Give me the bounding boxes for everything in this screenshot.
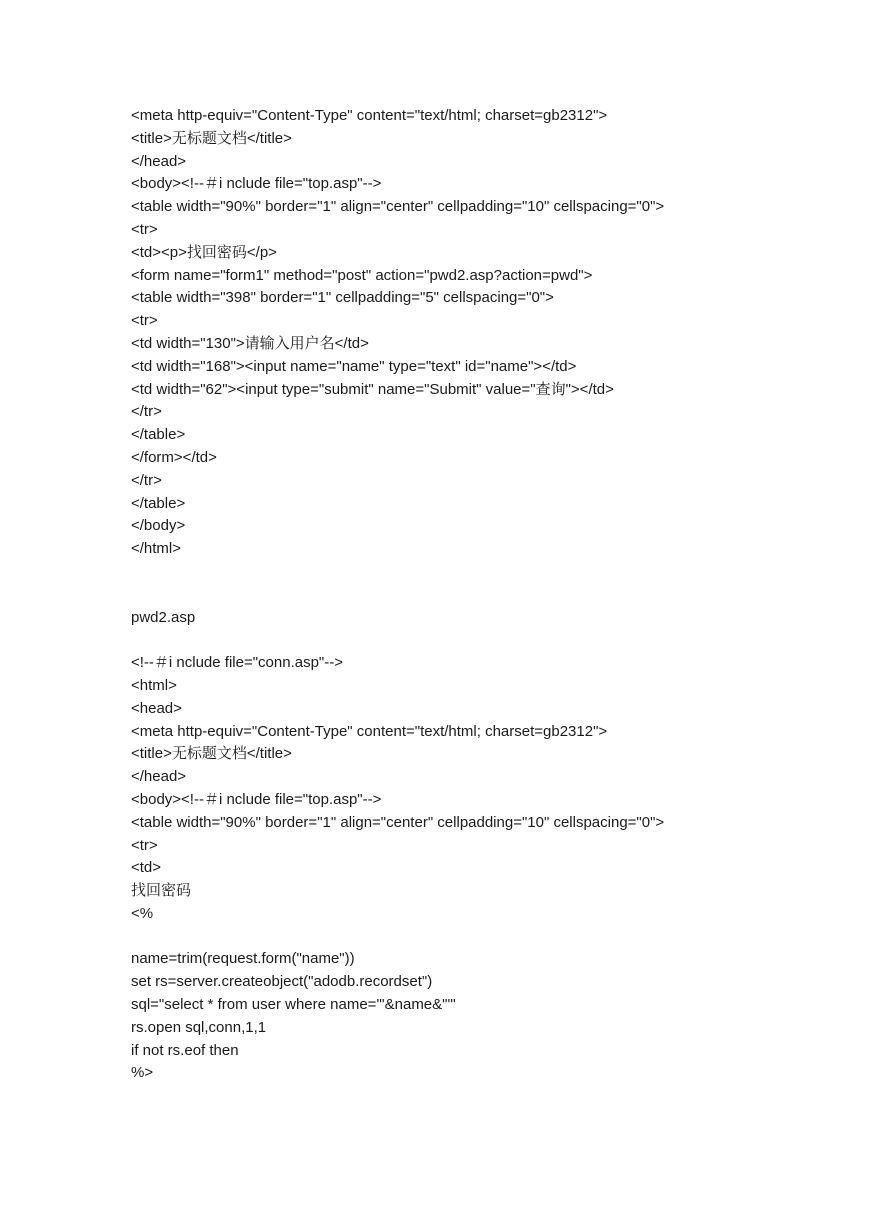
code-line: <table width="398" border="1" cellpadding="5" cellspacing="0"> <box>131 289 554 307</box>
code-line: <% <box>131 904 154 922</box>
code-line: <td> <box>131 859 162 877</box>
code-block-2 <box>131 652 831 926</box>
file-heading: pwd2.asp <box>131 608 196 626</box>
code-line: </body> <box>131 517 186 535</box>
spacer <box>131 629 831 652</box>
code-block-1 <box>131 105 831 561</box>
code-line: <meta http-equiv="Content-Type" content="text/html; charset=gb2312"> <box>131 107 608 124</box>
code-line: 找回密码 <box>131 882 192 900</box>
code-line: </tr> <box>131 403 162 421</box>
code-line: <title>无标题文档</title> <box>131 129 292 147</box>
code-line: <td><p>找回密码</p> <box>131 243 277 261</box>
code-line: set rs=server.createobject("adodb.recordset") <box>131 973 433 991</box>
code-line: <form name="form1" method="post" action="pwd2.asp?action=pwd"> <box>131 266 593 284</box>
code-line: </tr> <box>131 471 162 489</box>
code-line: name=trim(request.form("name")) <box>131 950 355 968</box>
code-line: <table width="90%" border="1" align="center" cellpadding="10" cellspacing="0"> <box>131 813 665 831</box>
code-line: <td width="130">请输入用户名</td> <box>131 334 369 352</box>
code-line: </head> <box>131 152 187 170</box>
code-line: <td width="168"><input name="name" type="text" id="name"></td> <box>131 357 577 375</box>
code-line: <head> <box>131 699 182 717</box>
code-line: %> <box>131 1064 154 1082</box>
code-line: </html> <box>131 540 182 558</box>
code-line: sql="select * from user where name='"&name&"'" <box>131 996 456 1014</box>
code-block-3 <box>131 948 831 1085</box>
code-line: <body><!--＃i nclude file="top.asp"--> <box>131 790 382 808</box>
code-line: <tr> <box>131 836 158 854</box>
code-line: <meta http-equiv="Content-Type" content="text/html; charset=gb2312"> <box>131 722 608 740</box>
spacer <box>131 926 831 949</box>
code-line: <html> <box>131 676 177 694</box>
code-line: rs.open sql,conn,1,1 <box>131 1018 267 1036</box>
spacer <box>131 561 831 607</box>
code-line: <td width="62"><input type="submit" name="Submit" value="查询"></td> <box>131 380 614 398</box>
code-line: </form></td> <box>131 448 217 466</box>
code-line: <!--＃i nclude file="conn.asp"--> <box>131 654 343 672</box>
code-line: <body><!--＃i nclude file="top.asp"--> <box>131 175 382 193</box>
code-line: if not rs.eof then <box>131 1041 239 1059</box>
code-line: <title>无标题文档</title> <box>131 745 292 763</box>
code-line: </head> <box>131 768 187 786</box>
code-line: </table> <box>131 494 186 512</box>
code-line: <tr> <box>131 312 158 330</box>
code-line: </table> <box>131 426 186 444</box>
code-line: <tr> <box>131 220 158 238</box>
code-line: <table width="90%" border="1" align="center" cellpadding="10" cellspacing="0"> <box>131 198 665 216</box>
document-page <box>131 105 831 1085</box>
